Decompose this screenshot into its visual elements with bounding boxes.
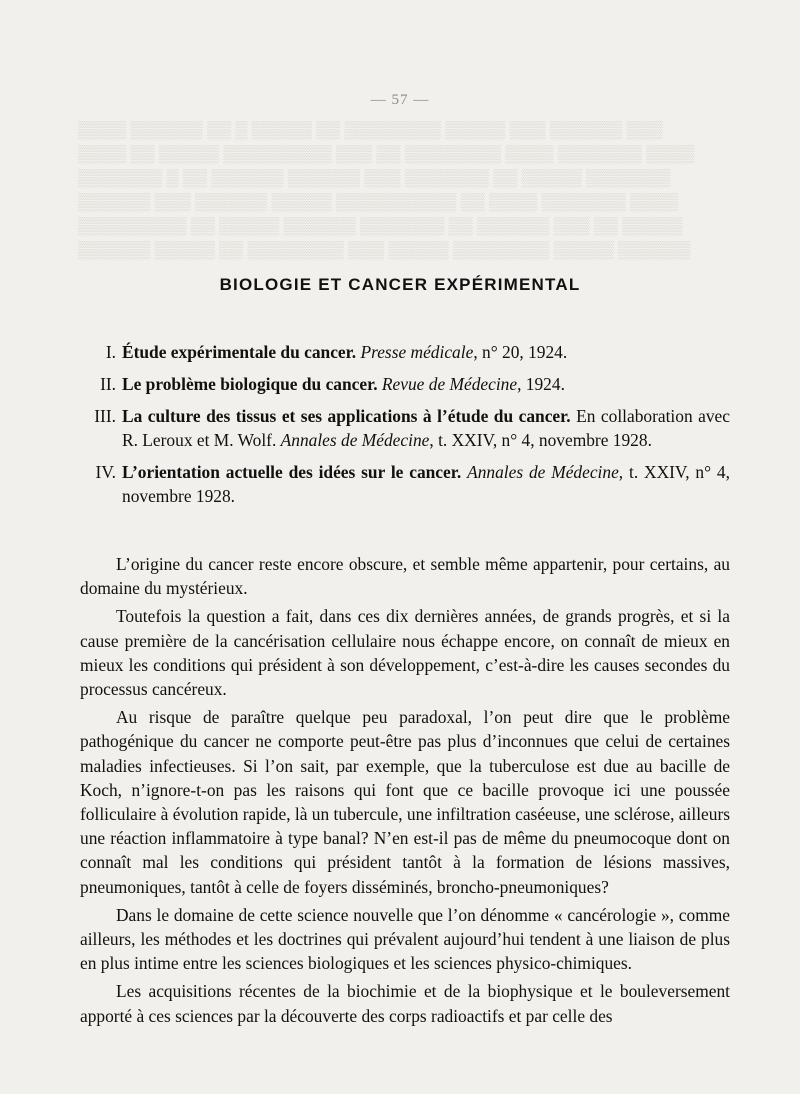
reference-journal: Annales de Médecine [467,462,619,482]
reference-title: La culture des tissus et ses applications à l’étude du cancer. [122,406,571,426]
reference-title: Étude expérimentale du cancer. [122,342,357,362]
reference-details: , 1924. [517,374,565,394]
reference-number: IV. [95,462,116,482]
reference-details: , t. XXIV, n° 4, novembre 1928. [122,462,730,506]
paragraph: Les acquisitions récentes de la biochimie et de la biophysique et le bouleversement apporté à ces sciences par la découverte des corps radioactifs et par celle des [80,981,730,1026]
reference-number: III. [94,406,116,426]
paragraph: Au risque de paraître quelque peu paradoxal, l’on peut dire que le problème pathogénique du cancer ne comporte peut-être pas plus d’inconnues que celui de certaines maladies infectieuses. Si l’on sait, par exemple, que la tuberculose est due au bacille de Koch, n’ignore-t-on pas les raisons qui font que ce bacille provoque ici une poussée folliculaire à évolution rapide, là un tubercule, une infiltration caséeuse, une sclérose, ailleurs une réaction inflammatoire à type banal? N’en est-il pas de même du pneumocoque dont on connaît mal les conditions qui président tantôt à la formation de lésions massives, pneumoniques, tantôt à celle de foyers disséminés, broncho-pneumoniques? [80,707,730,897]
reference-item [80,372,730,396]
reference-number: II. [100,374,116,394]
reference-journal: Revue de Médecine [381,374,518,394]
page-number: — 57 — [370,92,430,108]
reference-journal: Annales de Médecine [280,430,430,450]
reference-details: , t. XXIV, n° 4, novembre 1928. [429,430,652,450]
section-heading: BIOLOGIE ET CANCER EXPÉRIMENTAL [219,275,581,294]
body-text [80,552,730,1032]
paragraph: Toutefois la question a fait, dans ces dix dernières années, de grands progrès, et si la cause première de la cancérisation cellulaire nous échappe encore, on connaît de mieux en mieux les conditions qui président à son développement, c’est-à-dire les causes secondes du processus cancéreux. [80,606,730,700]
reference-item [80,460,730,508]
reference-list [80,340,730,516]
reference-number: I. [105,342,116,362]
paragraph: L’origine du cancer reste encore obscure, et semble même appartenir, pour certains, au domaine du mystérieux. [80,554,730,599]
reference-text [122,460,730,508]
reference-collaboration: En collaboration avec R. Leroux et M. Wolf. [122,406,730,450]
reference-text [122,372,730,396]
reference-details: , n° 20, 1924. [473,342,568,362]
reference-text [122,404,730,452]
reverse-side-show-through: ▒▒▒▒ ▒▒▒▒▒▒ ▒▒ ▒ ▒▒▒▒▒ ▒▒ ▒▒▒▒▒▒▒▒ ▒▒▒▒▒ ▒▒▒ ▒▒▒▒▒▒ ▒▒▒ ▒▒▒▒ ▒▒ ▒▒▒▒▒ ▒▒▒▒▒▒▒▒▒ ▒▒▒ ▒▒ ▒▒▒▒▒▒▒▒ ▒▒▒▒ ▒▒▒▒▒▒▒ ▒▒▒▒ ▒▒▒▒▒▒▒ ▒ ▒▒ ▒▒▒▒▒▒ ▒▒▒▒▒▒ ▒▒▒ ▒▒▒▒▒▒▒ ▒▒ ▒▒▒▒▒ ▒▒▒▒▒▒▒ ▒▒▒▒▒▒ ▒▒▒ ▒▒▒▒▒▒ ▒▒▒▒▒ ▒▒▒▒▒▒▒▒▒▒ ▒▒ ▒▒▒▒ ▒▒▒▒▒▒▒ ▒▒▒▒ ▒▒▒▒▒▒▒▒▒ ▒▒ ▒▒▒▒▒ ▒▒▒▒▒▒ ▒▒▒▒▒▒▒ ▒▒ ▒▒▒▒▒▒ ▒▒▒ ▒▒ ▒▒▒▒▒ ▒▒▒▒▒▒ ▒▒▒▒▒ ▒▒ ▒▒▒▒▒▒▒▒ ▒▒▒ ▒▒▒▒▒ ▒▒▒▒▒▒▒▒ ▒▒▒▒▒ ▒▒▒▒▒▒ [78,120,695,259]
paragraph: Dans le domaine de cette science nouvelle que l’on dénomme « cancérologie », comme ailleurs, les méthodes et les doctrines qui prévalent aujourd’hui tendent à une liaison de plus en plus intime entre les sciences biologiques et les sciences physico-chimiques. [80,904,730,974]
reference-text [122,340,730,364]
reference-title: Le problème biologique du cancer. [122,374,378,394]
reference-title: L’orientation actuelle des idées sur le cancer. [122,462,462,482]
reference-item [80,404,730,452]
reference-item [80,340,730,364]
reference-journal: Presse médicale [360,342,474,362]
